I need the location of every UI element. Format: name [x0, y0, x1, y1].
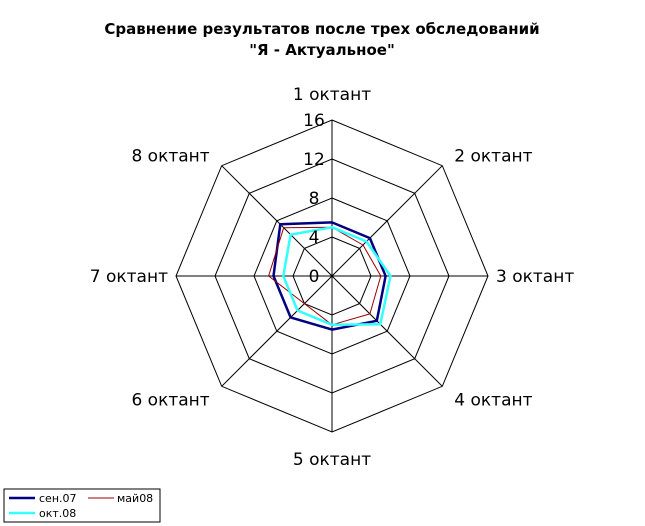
tick-label-16: 16 — [303, 111, 325, 131]
radial-tick-labels — [303, 111, 325, 287]
axis-label-8: 8 октант — [131, 146, 210, 167]
axis-label-1: 1 октант — [292, 85, 372, 105]
series-2-point-6 — [304, 303, 305, 304]
series-1-point-2 — [369, 238, 370, 239]
axis-label-4: 4 октант — [454, 390, 533, 411]
legend-label-series-3: окт.08 — [39, 507, 77, 520]
axis-label-7: 7 октант — [89, 267, 168, 287]
series-3-point-4 — [380, 324, 381, 325]
series-2-point-4 — [369, 313, 370, 314]
series-2-point-8 — [283, 227, 284, 228]
tick-label-0: 0 — [308, 267, 320, 287]
axis-label-3: 3 октант — [496, 267, 575, 287]
series-1-point-6 — [290, 317, 291, 318]
series-1-point-8 — [280, 224, 281, 225]
series-1-point-5 — [331, 329, 332, 330]
series-1-point-1 — [331, 222, 332, 223]
axis-label-6: 6 октант — [131, 390, 210, 411]
series-3-point-8 — [290, 234, 291, 235]
series-1-point-7 — [273, 275, 274, 276]
series-3-point-2 — [366, 241, 367, 242]
legend-label-series-1: сен.07 — [39, 492, 77, 505]
series-1-point-3 — [385, 275, 386, 276]
series-2-point-7 — [268, 275, 269, 276]
tick-label-4: 4 — [308, 228, 320, 248]
series-3-point-1 — [331, 227, 332, 228]
chart-title-line-2: "Я - Актуальное" — [249, 41, 395, 59]
legend — [4, 489, 160, 522]
legend-label-series-2: май08 — [117, 492, 154, 505]
series-3-point-6 — [297, 310, 298, 311]
radar-grid — [176, 120, 488, 432]
axis-label-5: 5 октант — [292, 450, 372, 470]
series-1-point-4 — [376, 320, 377, 321]
tick-label-8: 8 — [308, 189, 320, 209]
series-3-point-7 — [283, 275, 284, 276]
tick-label-12: 12 — [303, 150, 325, 170]
axis-label-2: 2 октант — [454, 146, 533, 167]
series-3-point-3 — [390, 275, 391, 276]
series-3-point-5 — [331, 324, 332, 325]
chart-title-line-1: Сравнение результатов после трех обследований — [104, 20, 540, 38]
series-2-point-3 — [380, 275, 381, 276]
series-2-point-2 — [362, 244, 363, 245]
